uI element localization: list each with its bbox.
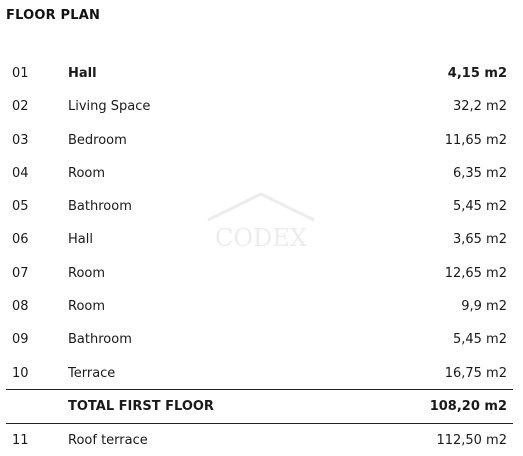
room-area: 12,65 m2 [444, 265, 507, 281]
total-bottom-divider [6, 423, 513, 424]
room-number: 07 [12, 265, 29, 281]
room-name: Hall [68, 232, 93, 248]
svg-text:CODEX: CODEX [215, 224, 307, 252]
room-number: 06 [12, 232, 29, 248]
room-name: Terrace [68, 365, 116, 381]
table-row [0, 189, 523, 222]
room-area: 6,35 m2 [452, 165, 507, 181]
room-name: Bathroom [68, 199, 132, 215]
table-row [0, 425, 523, 455]
page-title: FLOOR PLAN [6, 8, 101, 23]
table-row [0, 322, 523, 355]
room-name: Living Space [68, 99, 151, 115]
total-area: 108,20 m2 [429, 399, 507, 414]
table-row [0, 89, 523, 122]
room-number: 08 [12, 299, 29, 315]
room-area: 112,50 m2 [436, 433, 507, 448]
table-row [0, 156, 523, 189]
room-name: Room [68, 299, 106, 315]
room-area: 9,9 m2 [461, 299, 507, 315]
room-number: 05 [12, 199, 29, 215]
table-row [0, 289, 523, 322]
floor-plan-table [0, 56, 523, 389]
room-name: Room [68, 265, 106, 281]
room-number: 01 [12, 66, 29, 81]
room-area: 16,75 m2 [444, 365, 507, 381]
room-number: 02 [12, 99, 29, 115]
table-row [0, 356, 523, 389]
total-label: TOTAL FIRST FLOOR [68, 399, 214, 414]
room-area: 5,45 m2 [452, 199, 507, 215]
room-number: 04 [12, 165, 29, 181]
total-row [0, 391, 523, 421]
room-number: 11 [12, 433, 29, 448]
room-name: Hall [68, 66, 97, 81]
room-area: 5,45 m2 [452, 332, 507, 348]
room-name: Room [68, 165, 106, 181]
room-number: 09 [12, 332, 29, 348]
table-row [0, 222, 523, 255]
room-number: 10 [12, 365, 29, 381]
room-area: 11,65 m2 [444, 132, 507, 148]
room-number: 03 [12, 132, 29, 148]
room-name: Bathroom [68, 332, 132, 348]
room-name: Roof terrace [68, 433, 148, 448]
room-area: 32,2 m2 [452, 99, 507, 115]
table-row [0, 256, 523, 289]
total-top-divider [6, 389, 513, 390]
table-row [0, 56, 523, 89]
room-name: Bedroom [68, 132, 127, 148]
table-row [0, 123, 523, 156]
room-area: 4,15 m2 [447, 66, 507, 81]
room-area: 3,65 m2 [452, 232, 507, 248]
